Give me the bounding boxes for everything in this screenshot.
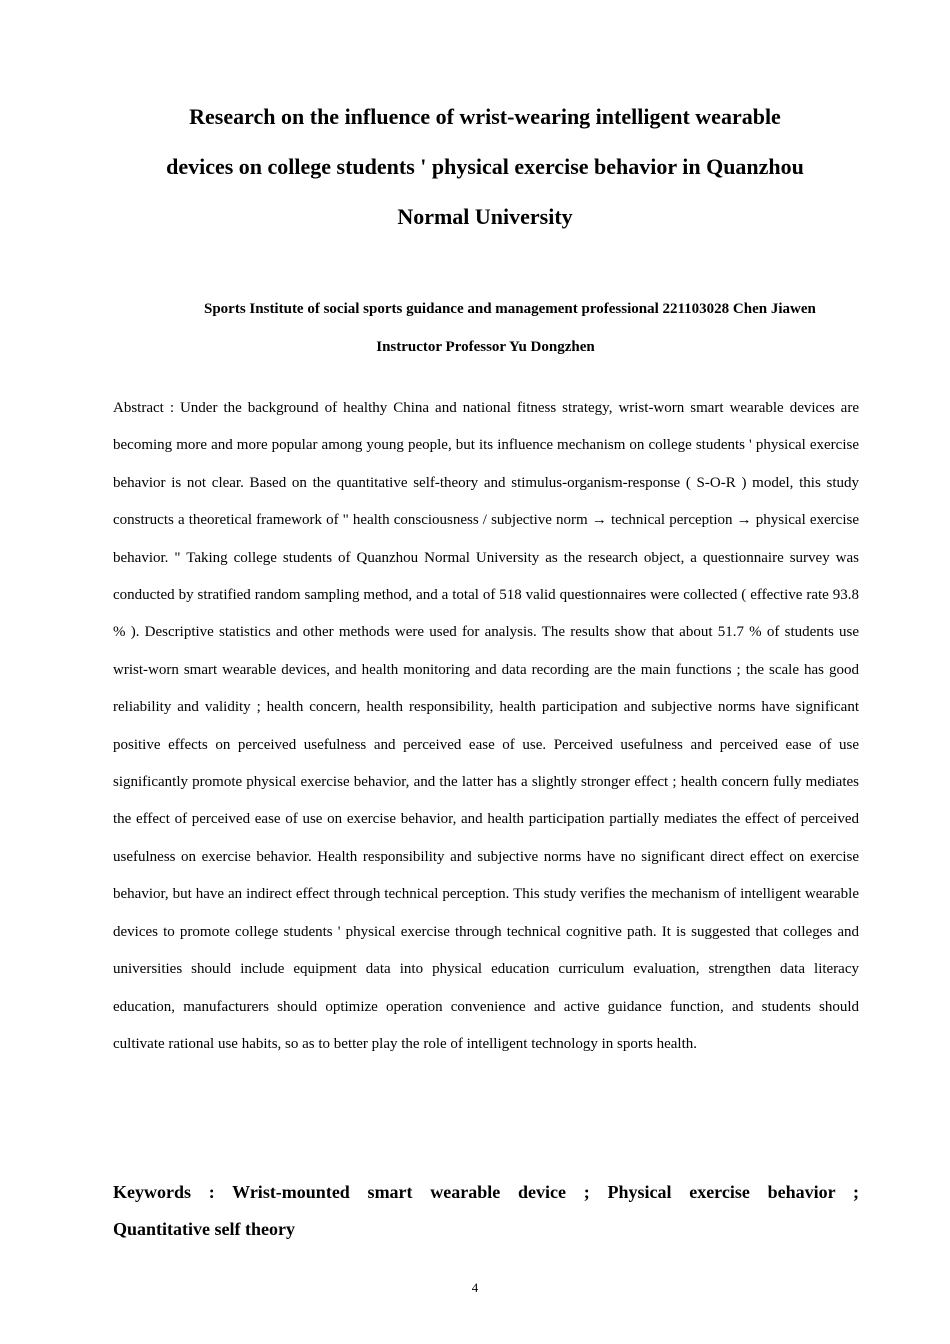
instructor-line: Instructor Professor Yu Dongzhen: [376, 339, 595, 355]
author-block: [112, 290, 859, 366]
keywords-line-1: Keywords : Wrist-mounted smart wearable device ; Physical exercise behavior ;: [113, 1182, 859, 1202]
title-line-1: Research on the influence of wrist-wearing intelligent wearable: [189, 104, 781, 129]
title-line-3: Normal University: [397, 204, 573, 229]
author-line: Sports Institute of social sports guidance and management professional 221103028 Chen Jiawen: [204, 301, 816, 317]
abstract-paragraph: Abstract : Under the background of healthy China and national fitness strategy, wrist-worn smart wearable devices are becoming more and more popular among young people, but its influence mechanism on college students ' physical exercise behavior is not clear. Based on the quantitative self-theory and stimulus-organism-response ( S-O-R ) model, this study constructs a theoretical framework of " health consciousness / subjective norm → technical perception → physical exercise behavior. " Taking college students of Quanzhou Normal University as the research object, a questionnaire survey was conducted by stratified random sampling method, and a total of 518 valid questionnaires were collected ( effective rate 93.8 % ). Descriptive statistics and other methods were used for analysis. The results show that about 51.7 % of students use wrist-worn smart wearable devices, and health monitoring and data recording are the main functions ; the scale has good reliability and validity ; health concern, health responsibility, health participation and subjective norms have significant positive effects on perceived usefulness and perceived ease of use. Perceived usefulness and perceived ease of use significantly promote physical exercise behavior, and the latter has a slightly stronger effect ; health concern fully mediates the effect of perceived ease of use on exercise behavior, and health participation partially mediates the effect of perceived usefulness on exercise behavior. Health responsibility and subjective norms have no significant direct effect on exercise behavior, but have an indirect effect through technical perception. This study verifies the mechanism of intelligent wearable devices to promote college students ' physical exercise through technical cognitive path. It is suggested that colleges and universities should include equipment data into physical education curriculum evaluation, strengthen data literacy education, manufacturers should optimize operation convenience and active guidance function, and students should cultivate rational use habits, so as to better play the role of intelligent technology in sports health.: [113, 400, 859, 1052]
keywords-block: [113, 1174, 859, 1248]
page-number: 4: [471, 1280, 479, 1295]
paper-title: [130, 92, 840, 242]
keywords-line-2: Quantitative self theory: [113, 1219, 295, 1239]
title-line-2: devices on college students ' physical exercise behavior in Quanzhou: [166, 154, 804, 179]
